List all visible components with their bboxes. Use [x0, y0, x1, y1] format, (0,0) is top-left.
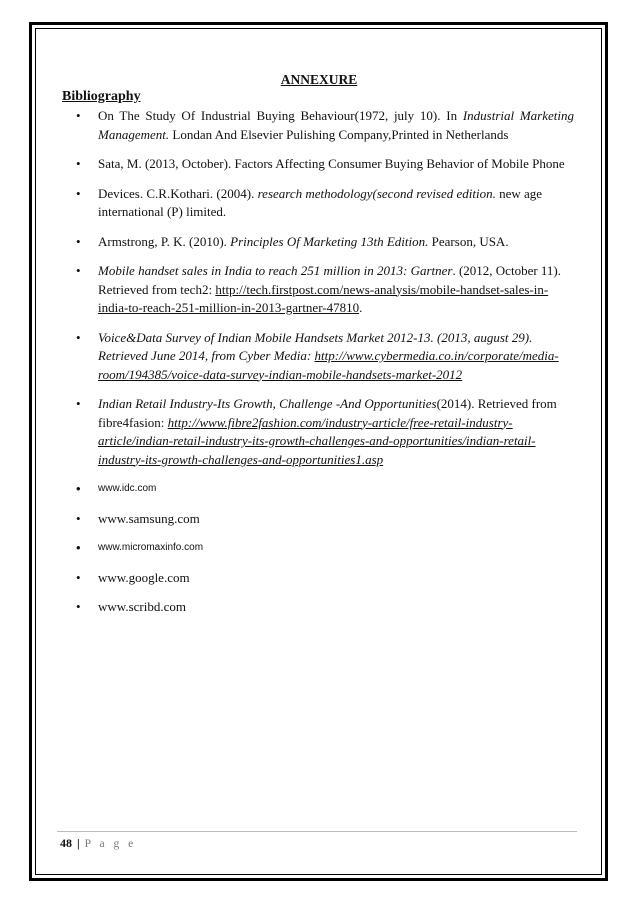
reference-link[interactable]: http://tech.firstpost.com/news-analysis/mobile-handset-sales-in-india-to-reach-251-million-in-2013-gartner-47810 — [98, 281, 549, 315]
bibliography-entry: • Sata, M. (2013, October). Factors Affecting Consumer Buying Behavior of Mobile Phone — [62, 155, 574, 174]
website-entry: • www.scribd.com — [62, 598, 574, 617]
website-entry: • www.google.com — [62, 569, 574, 588]
bibliography-entry: • Armstrong, P. K. (2010). Principles Of Marketing 13th Edition. Pearson, USA. — [62, 233, 574, 252]
website-entry: • www.idc.com — [62, 480, 574, 499]
page-number: 48 — [60, 836, 72, 850]
footer-divider — [57, 831, 577, 832]
reference-link[interactable]: http://www.fibre2fashion.com/industry-article/free-retail-industry-article/indian-retail-industry-its-growth-challenges-and-opportunities/indian-retail-industry-its-growth-challenges-and-opportunities1.asp — [98, 414, 536, 467]
bibliography-list — [62, 107, 574, 628]
bibliography-entry: • Devices. C.R.Kothari. (2004). research methodology(second revised edition. new age international (P) limited. — [62, 185, 574, 222]
section-heading: Bibliography — [62, 89, 141, 104]
page-footer — [60, 836, 136, 851]
bibliography-entry: • Mobile handset sales in India to reach 251 million in 2013: Gartner. (2012, October 11). Retrieved from tech2: http://tech.firstpost.com/news-analysis/mobile-handset-sales-in-india-to-reach-251-million-in-2013-gartner-47810. — [62, 262, 574, 318]
page-title: ANNEXURE — [280, 72, 358, 87]
page-label: P a g e — [84, 838, 137, 850]
footer-separator: | — [77, 836, 80, 850]
website-entry: • www.micromaxinfo.com — [62, 539, 574, 558]
bibliography-entry: • Voice&Data Survey of Indian Mobile Handsets Market 2012-13. (2013, august 29). Retrieved June 2014, from Cyber Media: http://www.cybermedia.co.in/corporate/media-room/194385/voice-data-survey-indian-mobile-handsets-market-2012 — [62, 329, 574, 385]
website-entry: • www.samsung.com — [62, 510, 574, 529]
reference-link[interactable]: http://www.cybermedia.co.in/corporate/media-room/194385/voice-data-survey-indian-mobile-handsets-market-2012 — [98, 348, 559, 382]
bibliography-entry: • Indian Retail Industry-Its Growth, Challenge -And Opportunities(2014). Retrieved from fibre4fasion: http://www.fibre2fashion.com/industry-article/free-retail-industry-article/indian-retail-industry-its-growth-challenges-and-opportunities/indian-retail-industry-its-growth-challenges-and-opportunities1.asp — [62, 395, 574, 469]
bibliography-entry: • On The Study Of Industrial Buying Behaviour(1972, july 10). In Industrial Marketing Management. Londan And Elsevier Pulishing Company,Printed in Netherlands — [62, 107, 574, 144]
